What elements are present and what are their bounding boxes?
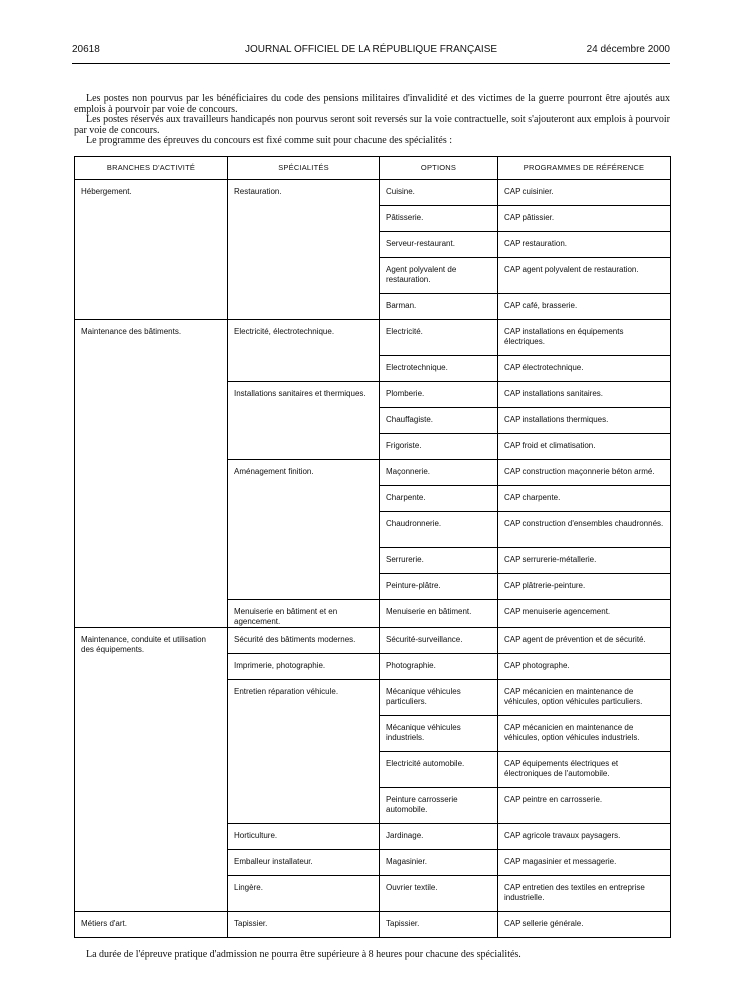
specialty-cell: Entretien réparation véhicule.	[228, 680, 380, 824]
program-cell: CAP installations sanitaires.	[498, 382, 671, 408]
option-cell: Serrurerie.	[380, 548, 498, 574]
program-cell: CAP plâtrerie-peinture.	[498, 574, 671, 600]
option-cell: Charpente.	[380, 486, 498, 512]
program-cell: CAP menuiserie agencement.	[498, 600, 671, 628]
intro-text	[74, 94, 670, 147]
program-table	[74, 156, 671, 938]
program-cell: CAP serrurerie-métallerie.	[498, 548, 671, 574]
page-header	[72, 44, 670, 60]
option-cell: Menuiserie en bâtiment.	[380, 600, 498, 628]
table-row	[75, 912, 671, 938]
option-cell: Pâtisserie.	[380, 206, 498, 232]
specialty-cell: Menuiserie en bâtiment et en agencement.	[228, 600, 380, 628]
program-cell: CAP installations thermiques.	[498, 408, 671, 434]
program-cell: CAP photographe.	[498, 654, 671, 680]
option-cell: Jardinage.	[380, 824, 498, 850]
specialty-cell: Installations sanitaires et thermiques.	[228, 382, 380, 460]
table-header-row	[75, 157, 671, 180]
program-cell: CAP construction d'ensembles chaudronnés.	[498, 512, 671, 548]
program-cell: CAP cuisinier.	[498, 180, 671, 206]
option-cell: Chauffagiste.	[380, 408, 498, 434]
program-cell: CAP électrotechnique.	[498, 356, 671, 382]
page-number: 20618	[72, 44, 100, 55]
program-cell: CAP restauration.	[498, 232, 671, 258]
program-cell: CAP mécanicien en maintenance de véhicules, option véhicules industriels.	[498, 716, 671, 752]
option-cell: Electricité automobile.	[380, 752, 498, 788]
option-cell: Barman.	[380, 294, 498, 320]
program-cell: CAP agent polyvalent de restauration.	[498, 258, 671, 294]
table-body	[75, 180, 671, 938]
specialty-cell: Sécurité des bâtiments modernes.	[228, 628, 380, 654]
option-cell: Magasinier.	[380, 850, 498, 876]
option-cell: Electricité.	[380, 320, 498, 356]
program-cell: CAP peintre en carrosserie.	[498, 788, 671, 824]
option-cell: Plomberie.	[380, 382, 498, 408]
program-cell: CAP magasinier et messagerie.	[498, 850, 671, 876]
branch-cell: Maintenance des bâtiments.	[75, 320, 228, 628]
header-options: OPTIONS	[380, 157, 498, 180]
program-cell: CAP sellerie générale.	[498, 912, 671, 938]
header-branches: BRANCHES D'ACTIVITÉ	[75, 157, 228, 180]
specialty-cell: Imprimerie, photographie.	[228, 654, 380, 680]
program-cell: CAP charpente.	[498, 486, 671, 512]
footer-text: La durée de l'épreuve pratique d'admission ne pourra être supérieure à 8 heures pour chacune des spécialités.	[86, 949, 521, 960]
option-cell: Peinture carrosserie automobile.	[380, 788, 498, 824]
program-cell: CAP entretien des textiles en entreprise industrielle.	[498, 876, 671, 912]
option-cell: Electrotechnique.	[380, 356, 498, 382]
header-specialties: SPÉCIALITÉS	[228, 157, 380, 180]
publication-date: 24 décembre 2000	[586, 44, 670, 55]
program-cell: CAP froid et climatisation.	[498, 434, 671, 460]
specialty-cell: Lingère.	[228, 876, 380, 912]
option-cell: Serveur-restaurant.	[380, 232, 498, 258]
program-cell: CAP agricole travaux paysagers.	[498, 824, 671, 850]
program-cell: CAP agent de prévention et de sécurité.	[498, 628, 671, 654]
option-cell: Maçonnerie.	[380, 460, 498, 486]
option-cell: Cuisine.	[380, 180, 498, 206]
option-cell: Peinture-plâtre.	[380, 574, 498, 600]
option-cell: Photographie.	[380, 654, 498, 680]
header-rule	[72, 63, 670, 64]
intro-paragraph: Les postes non pourvus par les bénéficiaires du code des pensions militaires d'invalidité et des victimes de la guerre pourront être ajoutés aux emplois à pourvoir par voie de concours.	[74, 93, 670, 115]
option-cell: Tapissier.	[380, 912, 498, 938]
specialty-cell: Electricité, électrotechnique.	[228, 320, 380, 382]
option-cell: Frigoriste.	[380, 434, 498, 460]
program-cell: CAP installations en équipements électriques.	[498, 320, 671, 356]
program-cell: CAP café, brasserie.	[498, 294, 671, 320]
program-cell: CAP équipements électriques et électroniques de l'automobile.	[498, 752, 671, 788]
option-cell: Mécanique véhicules particuliers.	[380, 680, 498, 716]
intro-paragraph: Le programme des épreuves du concours est fixé comme suit pour chacune des spécialités :	[86, 135, 452, 146]
option-cell: Sécurité-surveillance.	[380, 628, 498, 654]
program-cell: CAP pâtissier.	[498, 206, 671, 232]
specialty-cell: Aménagement finition.	[228, 460, 380, 600]
branch-cell: Hébergement.	[75, 180, 228, 320]
intro-paragraph: Les postes réservés aux travailleurs handicapés non pourvus seront soit reversés sur la voie contractuelle, soit s'ajouteront aux emplois à pourvoir par voie de concours.	[74, 114, 670, 136]
option-cell: Agent polyvalent de restauration.	[380, 258, 498, 294]
table-row	[75, 180, 671, 206]
specialty-cell: Restauration.	[228, 180, 380, 320]
table-row	[75, 628, 671, 654]
journal-title: JOURNAL OFFICIEL DE LA RÉPUBLIQUE FRANÇAISE	[244, 44, 498, 55]
option-cell: Mécanique véhicules industriels.	[380, 716, 498, 752]
option-cell: Chaudronnerie.	[380, 512, 498, 548]
branch-cell: Métiers d'art.	[75, 912, 228, 938]
specialty-cell: Emballeur installateur.	[228, 850, 380, 876]
program-cell: CAP construction maçonnerie béton armé.	[498, 460, 671, 486]
option-cell: Ouvrier textile.	[380, 876, 498, 912]
specialty-cell: Horticulture.	[228, 824, 380, 850]
program-cell: CAP mécanicien en maintenance de véhicules, option véhicules particuliers.	[498, 680, 671, 716]
branch-cell: Maintenance, conduite et utilisation des équipements.	[75, 628, 228, 912]
header-programs: PROGRAMMES DE RÉFÉRENCE	[498, 157, 671, 180]
specialty-cell: Tapissier.	[228, 912, 380, 938]
table-row	[75, 320, 671, 356]
